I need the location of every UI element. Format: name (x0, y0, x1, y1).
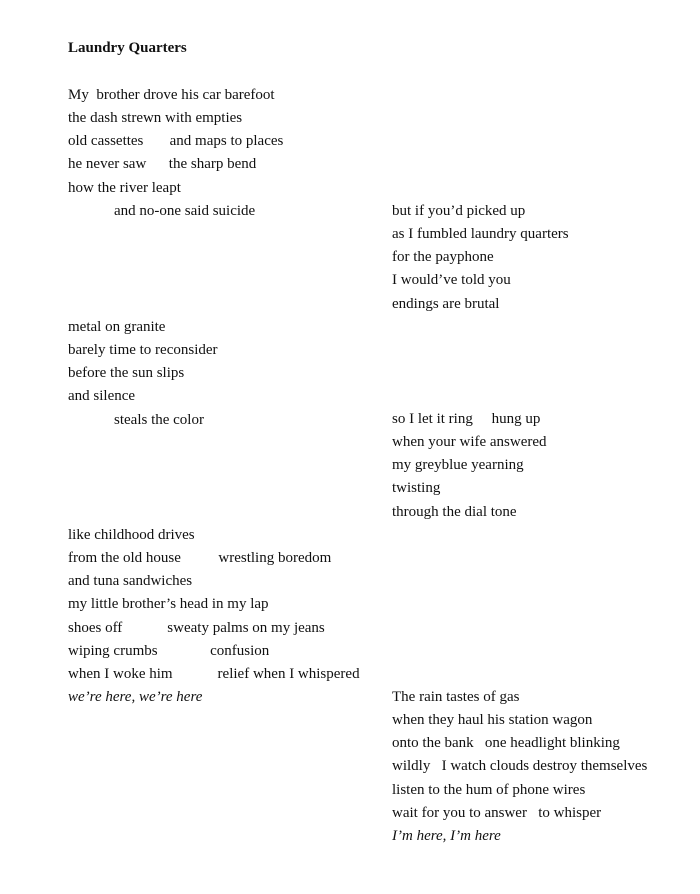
poem-line: steals the color (114, 411, 204, 428)
poem-line: and tuna sandwiches (68, 573, 193, 590)
poem-line: listen to the hum of phone wires (392, 781, 586, 798)
poem-line: twisting (392, 480, 441, 497)
poem-line: My brother drove his car barefoot (68, 87, 275, 103)
poem-line: The rain tastes of gas (392, 689, 520, 705)
poem-line: as I fumbled laundry quarters (392, 226, 569, 243)
poem-line: wildly I watch clouds destroy themselves (392, 758, 648, 775)
poem-line: how the river leapt (68, 179, 181, 196)
poem-line: we’re here, we’re here (68, 688, 203, 705)
poem-line: before the sun slips (68, 365, 185, 382)
poem-line: but if you’d picked up (392, 203, 526, 219)
stanza-left-1 (68, 84, 283, 223)
poem-line: metal on granite (68, 319, 166, 335)
poem-line: for the payphone (392, 249, 494, 266)
poem-line: barely time to reconsider (68, 342, 218, 359)
poem-line: like childhood drives (68, 527, 195, 543)
poem-line: through the dial tone (392, 503, 517, 520)
poem-title: Laundry Quarters (68, 40, 187, 56)
stanza-right-1 (392, 200, 569, 316)
poem-line: my greyblue yearning (392, 457, 524, 474)
poem-line: the dash strewn with empties (68, 110, 243, 127)
poem-line: wait for you to answer to whisper (392, 804, 602, 821)
poem-line: onto the bank one headlight blinking (392, 735, 620, 752)
stanza-right-2 (392, 408, 547, 524)
poem-line: wiping crumbs confusion (68, 642, 270, 659)
stanza-left-3 (68, 524, 360, 709)
poem-line: my little brother’s head in my lap (68, 596, 269, 613)
poem-line: when your wife answered (392, 434, 547, 451)
poem-line: I’m here, I’m here (392, 827, 501, 844)
poem-line: I would’ve told you (392, 272, 511, 289)
poem-line: old cassettes and maps to places (68, 133, 284, 150)
poem-line: shoes off sweaty palms on my jeans (68, 619, 325, 636)
stanza-right-3 (392, 686, 647, 848)
poem-line: he never saw the sharp bend (68, 156, 257, 173)
poem-line: from the old house wrestling boredom (68, 550, 332, 567)
poem-line: and silence (68, 388, 136, 405)
stanza-left-2 (68, 316, 218, 432)
poem-line: when they haul his station wagon (392, 712, 593, 729)
poem-line: when I woke him relief when I whispered (68, 665, 360, 682)
poem-line: and no-one said suicide (114, 202, 256, 219)
poem-line: endings are brutal (392, 295, 500, 312)
poem-line: so I let it ring hung up (392, 411, 541, 427)
